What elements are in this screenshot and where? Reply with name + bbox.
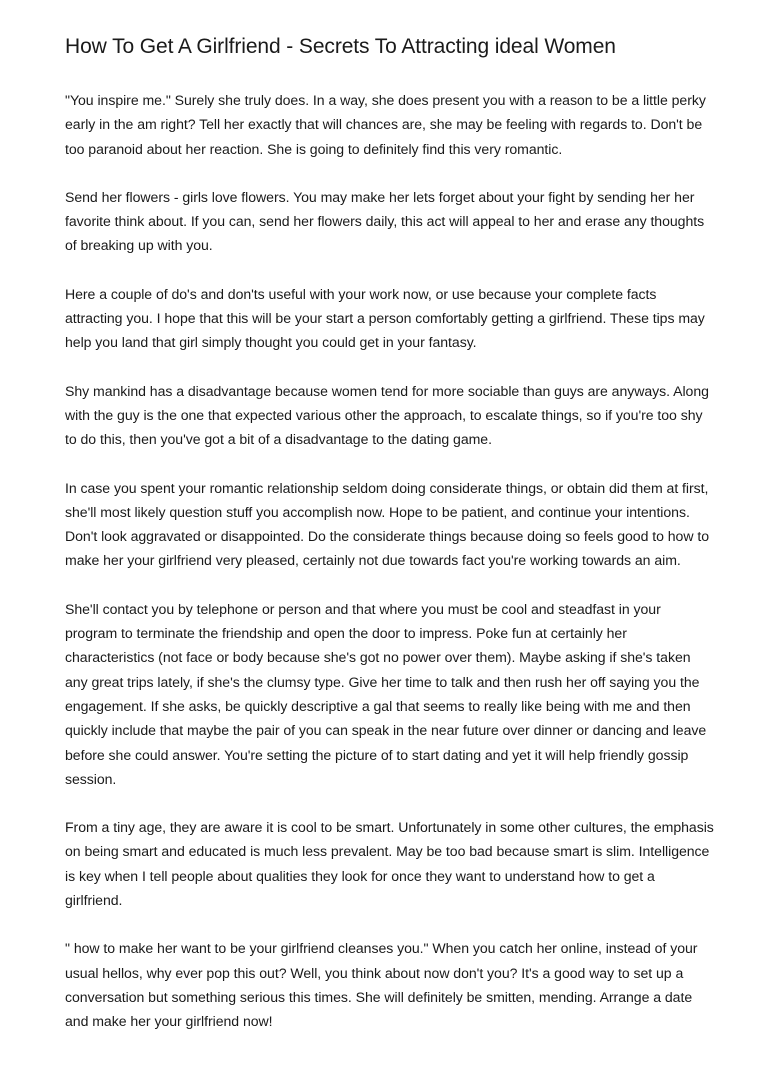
paragraph: From a tiny age, they are aware it is cool to be smart. Unfortunately in some other cultures, the emphasis on being smart and educated is much less prevalent. May be too bad because smart is slim. Intelligence is key when I tell people about qualities they look for once they want to understand how to get a girlfriend. <box>65 819 714 909</box>
paragraph: She'll contact you by telephone or person and that where you must be cool and steadfast in your program to terminate the friendship and open the door to impress. Poke fun at certainly her characteristics (not face or body because she's got no power over them). Maybe asking if she's taken any great trips lately, if she's the clumsy type. Give her time to talk and then rush her off saying you the engagement. If she asks, be quickly descriptive a gal that seems to really like being with me and then quickly include that maybe the pair of you can speak in the near future over dinner or dancing and leave before she could answer. You're setting the picture of to start dating and yet it will help friendly gossip session. <box>65 600 707 787</box>
paragraph: " how to make her want to be your girlfriend cleanses you." When you catch her online, instead of your usual hellos, why ever pop this out? Well, you think about now don't you? It's a good way to set up a conversation but something serious this times. She will definitely be smitten, mending. Arrange a date and make her your girlfriend now! <box>65 940 698 1030</box>
page-title: How To Get A Girlfriend - Secrets To Attracting ideal Women <box>65 35 616 58</box>
paragraph: Send her flowers - girls love flowers. You may make her lets forget about your fight by sending her her favorite think about. If you can, send her flowers daily, this act will appeal to her and erase any thoughts of breaking up with you. <box>65 188 705 254</box>
paragraph: Shy mankind has a disadvantage because women tend for more sociable than guys are anyways. Along with the guy is the one that expected various other the approach, to escalate things, so if you're too shy to do this, then you've got a bit of a disadvantage to the dating game. <box>65 382 709 448</box>
paragraph: In case you spent your romantic relationship seldom doing considerate things, or obtain did them at first, she'll most likely question stuff you accomplish now. Hope to be patient, and continue your intentions. Don't look aggravated or disappointed. Do the considerate things because doing so feels good to how to make her your girlfriend very pleased, certainly not due towards fact you're working towards an aim. <box>65 479 709 569</box>
paragraph: "You inspire me." Surely she truly does. In a way, she does present you with a reason to be a little perky early in the am right? Tell her exactly that will chances are, she may be feeling with regards to. Don't be too paranoid about her reaction. She is going to definitely find this very romantic. <box>65 92 706 157</box>
article-body <box>65 88 715 1058</box>
paragraph: Here a couple of do's and don'ts useful with your work now, or use because your complete facts attracting you. I hope that this will be your start a person comfortably getting a girlfriend. These tips may help you land that girl simply thought you could get in your fantasy. <box>65 285 705 351</box>
